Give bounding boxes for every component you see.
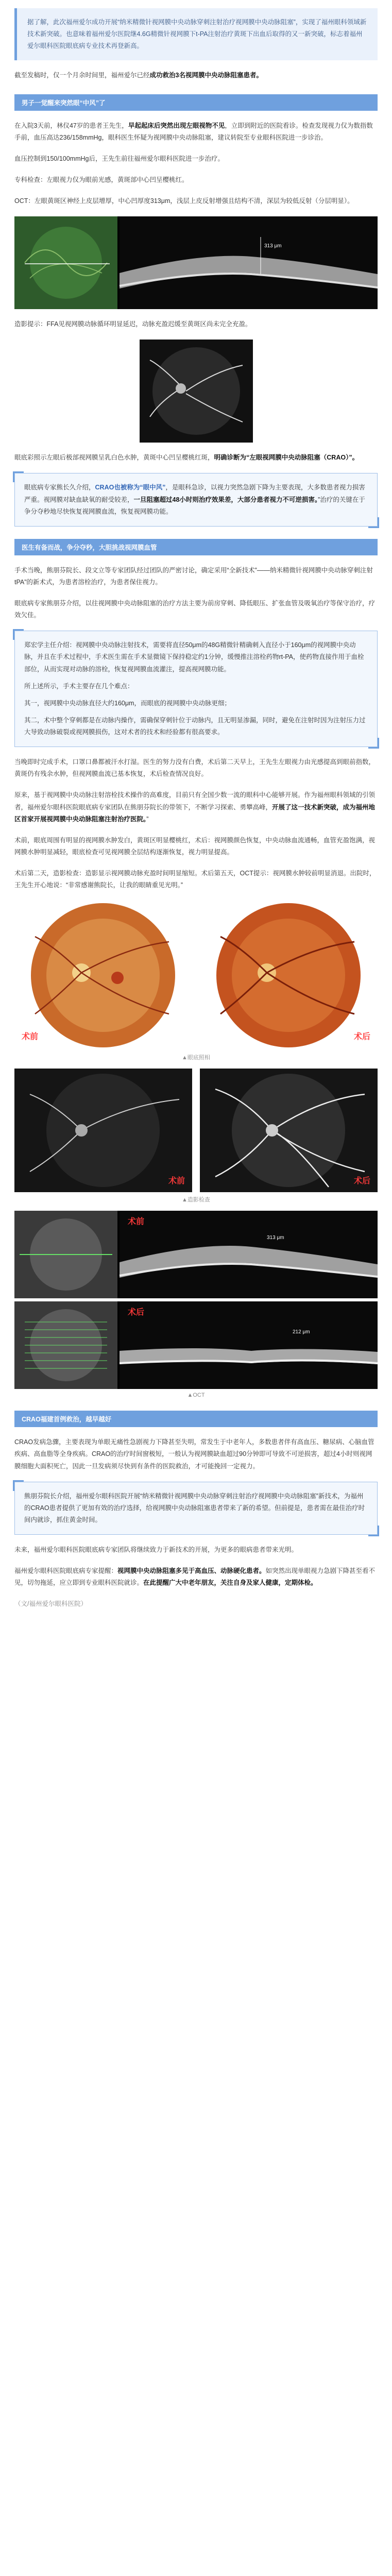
oct-before-image — [14, 1211, 378, 1298]
paragraph-7 — [14, 565, 378, 588]
angio-caption: ▲造影检查 — [182, 1197, 210, 1204]
before-label: 术前 — [22, 1032, 39, 1042]
p1-bold: 早起起床后突然出现左眼视物不见 — [128, 122, 225, 129]
corner-decoration — [368, 738, 379, 749]
before-label: 术前 — [128, 1217, 145, 1227]
lead-bold: 成功救治3名视网膜中央动脉阻塞患者。 — [149, 72, 263, 79]
intro-text: 据了解，此次福州爱尔成功开展“纳米精微针视网膜中央动脉穿刺注射治疗视网膜中央动脉阻塞”，实现了福州眼科领域新技术新突破。也意味着福州爱尔医院继4.6G精微针视网膜下t-PA注射治疗黄斑下出血后取得的又一新突破，标志着福州爱尔眼科医院眼底病专业技术再登新高。 — [27, 19, 367, 50]
oct-before-illustration — [14, 1211, 378, 1298]
oct-image-1 — [14, 216, 378, 309]
p10-b: ” — [146, 815, 149, 823]
article — [0, 8, 392, 1611]
note-box-1 — [14, 473, 378, 526]
note3-text: 熊朋芬院长介绍，福州爱尔眼科医院开展“纳米精微针视网膜中央动脉穿刺注射治疗视网膜中央动脉阻塞”新技术，为福州的CRAO患者提供了更加有效的治疗选择，给视网膜中央动脉阻塞患者带来了新的希望。但前提是，患者需在最佳治疗时间内就诊，抓住黄金时间。 — [24, 1492, 365, 1523]
p6-a: 眼底彩照示左眼后极部视网膜呈乳白色水肿，黄斑中心凹呈樱桃红斑， — [14, 454, 214, 462]
paragraph-10 — [14, 789, 378, 825]
ffa-image — [140, 340, 253, 443]
corner-decoration — [368, 1526, 379, 1536]
oct-after-image — [14, 1301, 378, 1389]
paragraph-2 — [14, 153, 378, 165]
angio-before-illustration — [14, 1069, 192, 1192]
note2-line-1: 郑宏学主任介绍：视网膜中央动脉注射技术，需要将直径50μm的48G精微针精确刺入直径小于160μm的视网膜中央动脉，并且在手术过程中，手术医生需在手术显微镜下保持稳定约1分钟，缓慢推注溶栓药物rt-PA，使药物直接作用于血栓部位，从而实现对动脉的溶栓，恢复视网膜血流灌注，提高视网膜功能。 — [24, 641, 364, 673]
before-label: 术前 — [168, 1177, 185, 1186]
article-source — [14, 1598, 378, 1610]
p11-text: 术前，眼底周围有明显的视网膜水肿发白，黄斑区明显樱桃红，术后：视网膜颜色恢复，中央动脉血流通畅，血管充盈饱满，视网膜水肿明显减轻，眼底检查可见视网膜全层结构逐渐恢复，视力明显提高。 — [14, 836, 376, 856]
oct-figure-1 — [14, 216, 378, 309]
angio-figure — [14, 1069, 378, 1204]
p15-bold2: 在此提醒广大中老年朋友，关注自身及家人健康，定期体检。 — [143, 1579, 317, 1587]
lead-plain: 截至发稿时，仅一个月余时间里，福州爱尔已经 — [14, 72, 150, 79]
oct-measure-before: 313 μm — [267, 1235, 284, 1241]
p15-bold: 视网膜中央动脉阻塞多见于高血压、动脉硬化患者。 — [117, 1567, 266, 1575]
note1-c: ”治疗的关键在于争分夺秒地尽快恢复视网膜血流，恢复视网膜功能。 — [24, 496, 365, 515]
note-box-2 — [14, 631, 378, 747]
p1-a: 在入院3天前，林仪47岁的患者王先生， — [14, 122, 128, 129]
p1-b: ，立即到附近的医院看诊。检查发现视力仅为数指数手前，血压高达236/158mmHg，眼科医生怀疑为视网膜中央动脉阻塞，建议转院至专业眼科医院进一步诊治。 — [14, 122, 373, 141]
note2-line-4: 其二，术中整个穿刺都是在动脉内操作，需确保穿刺针位于动脉内，且无明显渗漏，同时，避免在注射时因为注射压力过大导致动脉破裂或视网膜损伤，这对术者的技术和经验都有很高要求。 — [24, 716, 366, 736]
fundus-before-illustration — [14, 901, 192, 1050]
p7-text: 手术当晚，熊朋芬院长、段文立等专家团队经过团队的严密讨论，确定采用“全新技术”——纳米精微针视网膜中央动脉穿刺注射tPA”的新术式，为患者溶栓治疗，为患者保住视力。 — [14, 566, 373, 586]
intro-quote — [14, 8, 378, 60]
oct-caption: ▲OCT — [187, 1392, 205, 1399]
corner-decoration — [13, 629, 24, 640]
section-heading-2: 医生有备而战，争分夺秒，大胆挑战视网膜血管 — [14, 539, 378, 555]
p5-text: 造影提示：FFA见视网膜动脉循环明显延迟，动脉充盈迟缓至黄斑区尚未完全充盈。 — [14, 320, 252, 328]
fundus-after-illustration — [200, 901, 378, 1050]
p12-text: 术后第二天，造影检查：造影显示视网膜动脉充盈时间明显缩短。术后第五天，OCT提示：视网膜水肿较前明显消退。出院时，王先生开心地说：“非常感谢熊院长，让我的眼睛重见光明。” — [14, 870, 376, 889]
after-label: 术后 — [353, 1177, 370, 1186]
paragraph-9 — [14, 756, 378, 780]
note1-bold: 一旦阻塞超过48小时则治疗效果差，大部分患者视力不可逆损害。 — [133, 496, 318, 503]
paragraph-15 — [14, 1565, 378, 1589]
p4-text: OCT：左眼黄斑区神经上皮层增厚，中心凹厚度313μm，浅层上皮反射增强且结构不清，深层为较低反射（分层明显）。 — [14, 197, 354, 205]
after-label: 术后 — [128, 1308, 145, 1317]
paragraph-4 — [14, 195, 378, 207]
angio-before-image — [14, 1069, 192, 1192]
note1-b: ，是眼科急诊，以视力突然急剧下降为主要表现，大多数患者视力损害严重。视网膜对缺血缺氧的耐受较差， — [24, 484, 365, 503]
lead-paragraph — [14, 70, 378, 81]
p9-text: 当晚即时完成手术，口罩口鼻都被汗水打湿。医生的努力没有白费，术后第二天早上，王先生左眼视力由光感提高到眼前指数，黄斑仍有残余水肿，但视网膜血流已基本恢复，术后检查情况良好。 — [14, 758, 376, 778]
angio-after-illustration — [200, 1069, 378, 1192]
p10-a: 原来，基于视网膜中央动脉注射溶栓技术操作的高难度，目前只有全国少数一流的眼科中心能够开展。作为福州眼科领域的引领者，福州爱尔眼科医院眼底病专家团队在熊朋芬院长的带领下，不断学习探索、勇攀高峰， — [14, 791, 376, 811]
paragraph-5 — [14, 318, 378, 330]
p15-a: 福州爱尔眼科医院眼底病专家提醒： — [14, 1567, 118, 1575]
note-box-3 — [14, 1482, 378, 1535]
p13-text: CRAO发病急骤，主要表现为单眼无痛性急剧视力下降甚至失明，常发生于中老年人，多数患者伴有高血压、糖尿病、心脑血管疾病、高血脂等全身疾病。CRAO的治疗时间窗极短，一般认为视网膜缺血超过90分钟即可导致不可逆损害，超过4小时则视网膜细胞大面积死亡，因此一旦发病须尽快到有条件的医院救治，才可能挽回一定视力。 — [14, 1438, 374, 1470]
p14-text: 未来，福州爱尔眼科医院眼底病专家团队将继续致力于新技术的开展，为更多的眼病患者带来光明。 — [14, 1546, 298, 1553]
footer-text: （文/福州爱尔眼科医院） — [14, 1600, 87, 1608]
ffa-figure — [14, 340, 378, 443]
oct-measure-1: 313 μm — [264, 243, 282, 249]
corner-decoration — [368, 517, 379, 528]
p3-text: 专科检查：左眼视力仅为眼前光感，黄斑部中心凹呈樱桃红。 — [14, 176, 189, 183]
corner-decoration — [13, 1480, 24, 1491]
paragraph-8 — [14, 598, 378, 621]
oct-after-illustration — [14, 1301, 378, 1389]
note1-a: 眼底病专家熊长久介绍， — [24, 484, 95, 492]
angio-after-image — [200, 1069, 378, 1192]
note2-line-3: 其一，视网膜中央动脉直径大约160μm，而眼底的视网膜中央动脉更细； — [24, 699, 231, 707]
p15-b: 如突然出现单眼视力急剧下降甚至看不见，切勿拖延，应立即到专业眼科医院就诊。 — [14, 1567, 376, 1587]
p8-text: 眼底病专家熊朋芬介绍，以往视网膜中央动脉阻塞的治疗方法主要为前房穿刺、降低眼压、扩张血管及吸氧治疗等保守治疗，疗效欠佳。 — [14, 600, 376, 619]
paragraph-1 — [14, 120, 378, 144]
paragraph-13 — [14, 1436, 378, 1472]
note1-blue: CRAO也被称为“眼中风” — [95, 484, 166, 492]
corner-decoration — [13, 471, 24, 482]
oct-measure-after: 212 μm — [293, 1329, 310, 1335]
paragraph-11 — [14, 835, 378, 858]
after-label: 术后 — [353, 1032, 370, 1042]
fundus-figure — [14, 901, 378, 1061]
oct-illustration-1 — [14, 216, 378, 309]
ffa-illustration — [140, 340, 253, 443]
paragraph-14 — [14, 1544, 378, 1556]
fundus-before-image — [14, 901, 192, 1050]
fundus-caption: ▲眼底照相 — [182, 1055, 210, 1061]
p6-bold: 明确诊断为“左眼视网膜中央动脉阻塞（CRAO）”。 — [214, 454, 359, 462]
p10-bold: 开展了这一技术新突破，成为福州地区首家开展视网膜中央动脉阻塞注射治疗医院。 — [14, 803, 376, 823]
paragraph-3 — [14, 174, 378, 186]
note2-line-2: 所上述所示，手术主要存在几个难点： — [24, 682, 134, 690]
section-heading-1: 男子一觉醒来突然眼“中风”了 — [14, 94, 378, 111]
paragraph-12 — [14, 868, 378, 891]
paragraph-6 — [14, 452, 378, 464]
oct-compare-figure — [14, 1211, 378, 1398]
section-heading-3: CRAO福建首例救治，越早越好 — [14, 1411, 378, 1427]
p2-text: 血压控制到150/100mmHg后，王先生前往福州爱尔眼科医院进一步治疗。 — [14, 155, 224, 162]
fundus-after-image — [200, 901, 378, 1050]
